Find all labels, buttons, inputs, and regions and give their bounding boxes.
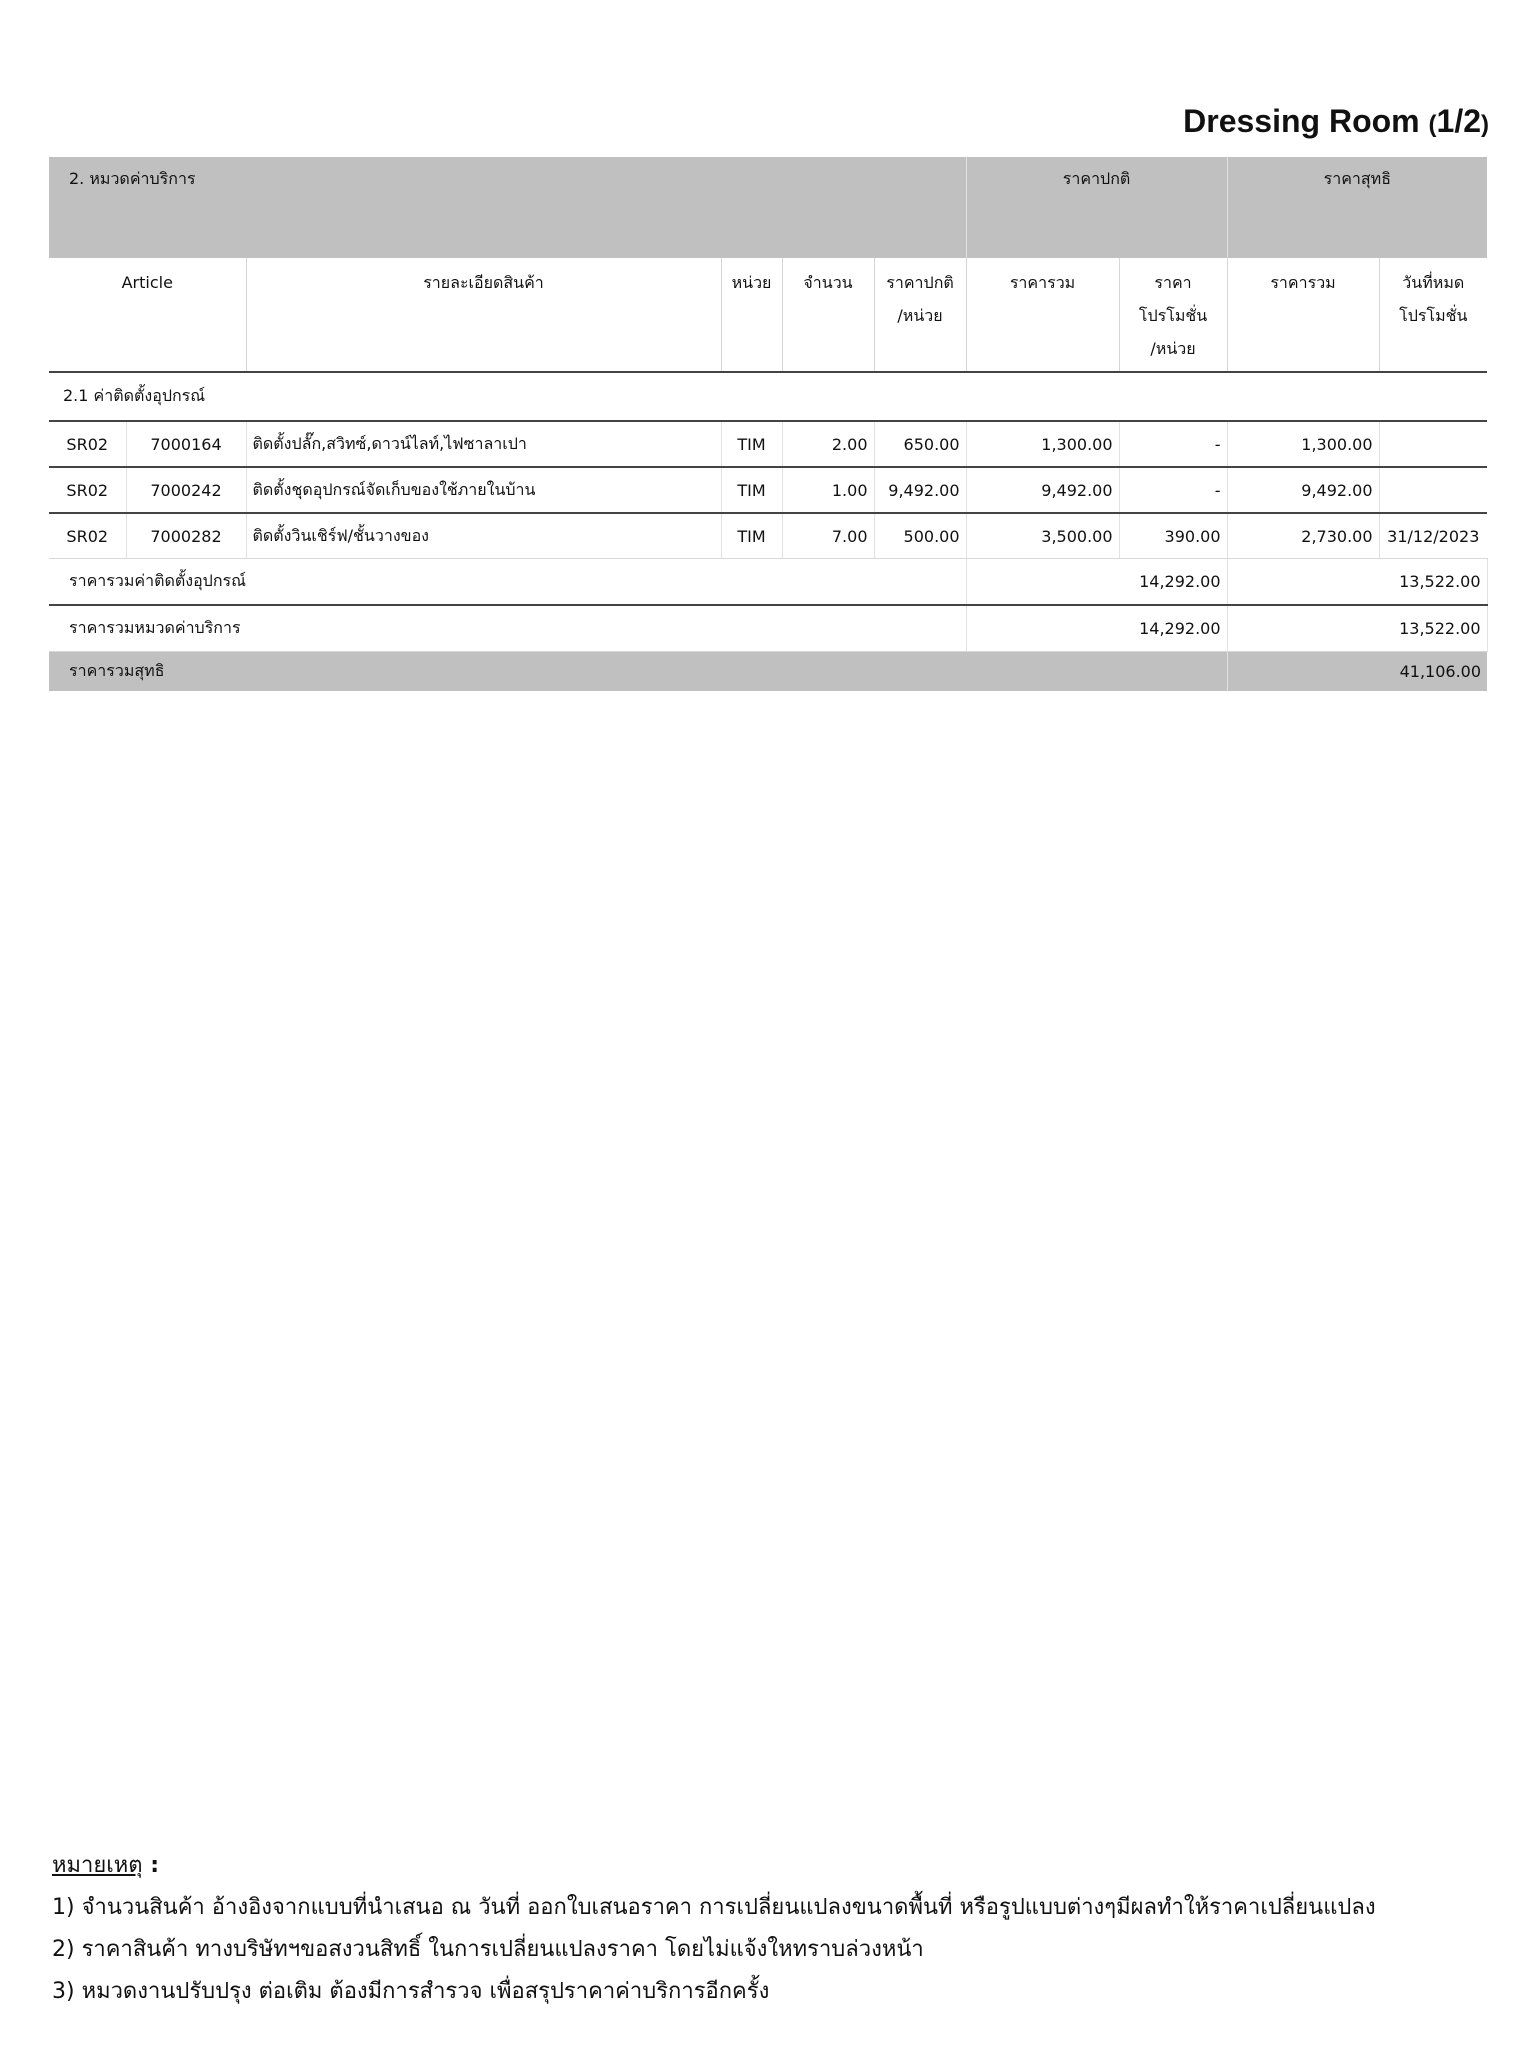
page-title-paren-close: ) xyxy=(1481,111,1489,138)
item-promo-price: - xyxy=(1119,421,1227,467)
grand-total-row xyxy=(49,652,1487,692)
column-header-promo-price-line3: /หน่วย xyxy=(1150,339,1196,358)
note-item: 3) หมวดงานปรับปรุง ต่อเติม ต้องมีการสำรวจ เพื่อสรุปราคาค่าบริการอีกครั้ง xyxy=(52,1979,770,2004)
category-total-net: 13,522.00 xyxy=(1227,605,1487,652)
item-article: 7000164 xyxy=(126,421,246,467)
note-item: 1) จำนวนสินค้า อ้างอิงจากแบบที่นำเสนอ ณ วันที่ ออกใบเสนอราคา การเปลี่ยนแปลงขนาดพื้นที่ หรือรูปแบบต่างๆมีผลทำให้ราคาเปลี่ยนแปลง xyxy=(52,1895,1376,1920)
section-total-row xyxy=(49,559,1487,606)
item-promo-end xyxy=(1379,421,1487,467)
section-total-net: 13,522.00 xyxy=(1227,559,1487,606)
column-header-normal-unit-price-line2: /หน่วย xyxy=(897,306,943,325)
item-promo-end xyxy=(1379,467,1487,513)
item-article: 7000282 xyxy=(126,513,246,559)
column-header-promo-price-line2: โปรโมชั่น xyxy=(1138,306,1208,325)
section-total-normal: 14,292.00 xyxy=(966,559,1227,606)
group-header-net-price: ราคาสุทธิ xyxy=(1227,157,1487,258)
page-number: 1/2 xyxy=(1436,103,1481,139)
grand-total-value: 41,106.00 xyxy=(1227,652,1487,692)
category-total-row xyxy=(49,605,1487,652)
item-code: SR02 xyxy=(49,467,126,513)
section-total-label: ราคารวมค่าติดตั้งอุปกรณ์ xyxy=(49,559,966,606)
quotation-table xyxy=(49,157,1487,691)
notes-title: หมายเหตุ xyxy=(52,1853,143,1878)
column-header-net-total: ราคารวม xyxy=(1227,258,1379,372)
item-description: ติดตั้งชุดอุปกรณ์จัดเก็บของใช้ภายในบ้าน xyxy=(246,467,721,513)
item-code: SR02 xyxy=(49,513,126,559)
notes-heading xyxy=(52,1845,1376,1887)
page-title-paren-open: ( xyxy=(1428,111,1437,138)
table-row xyxy=(49,421,1487,467)
column-header-normal-unit-price xyxy=(874,258,966,372)
item-unit: TIM xyxy=(721,467,782,513)
category-total-normal: 14,292.00 xyxy=(966,605,1227,652)
item-quantity: 2.00 xyxy=(782,421,874,467)
item-total: 1,300.00 xyxy=(966,421,1119,467)
item-article: 7000242 xyxy=(126,467,246,513)
item-description: ติดตั้งวินเชิร์ฟ/ชั้นวางของ xyxy=(246,513,721,559)
category-label: 2. หมวดค่าบริการ xyxy=(69,169,196,188)
column-header-description: รายละเอียดสินค้า xyxy=(246,258,721,372)
grand-total-label: ราคารวมสุทธิ xyxy=(69,661,165,680)
column-header-promo-end-date xyxy=(1379,258,1487,372)
table-row xyxy=(49,513,1487,559)
column-header-promo-end-line1: วันที่หมด xyxy=(1402,273,1465,292)
column-header-quantity: จำนวน xyxy=(782,258,874,372)
item-quantity: 7.00 xyxy=(782,513,874,559)
column-header-promo-price-line1: ราคา xyxy=(1154,273,1192,292)
column-header-normal-total: ราคารวม xyxy=(966,258,1119,372)
item-description: ติดตั้งปลั๊ก,สวิทซ์,ดาวน์ไลท์,ไฟซาลาเปา xyxy=(246,421,721,467)
column-header-unit: หน่วย xyxy=(721,258,782,372)
notes-title-colon: : xyxy=(142,1853,160,1878)
column-header-normal-unit-price-line1: ราคาปกติ xyxy=(886,273,954,292)
item-net-total: 9,492.00 xyxy=(1227,467,1379,513)
section-label: 2.1 ค่าติดตั้งอุปกรณ์ xyxy=(49,372,1487,421)
note-item: 2) ราคาสินค้า ทางบริษัทฯขอสงวนสิทธิ์ ในการเปลี่ยนแปลงราคา โดยไม่แจ้งใหทราบล่วงหน้า xyxy=(52,1937,924,1962)
item-promo-end: 31/12/2023 xyxy=(1379,513,1487,559)
notes xyxy=(52,1845,1376,2013)
item-unit: TIM xyxy=(721,513,782,559)
item-net-total: 1,300.00 xyxy=(1227,421,1379,467)
table-row xyxy=(49,467,1487,513)
category-total-label: ราคารวมหมวดค่าบริการ xyxy=(49,605,966,652)
item-total: 3,500.00 xyxy=(966,513,1119,559)
table-group-header-row xyxy=(49,157,1487,258)
item-unit: TIM xyxy=(721,421,782,467)
page-title xyxy=(1183,103,1489,140)
item-promo-price: - xyxy=(1119,467,1227,513)
column-header-article: Article xyxy=(49,258,246,372)
item-net-total: 2,730.00 xyxy=(1227,513,1379,559)
item-unit-price: 650.00 xyxy=(874,421,966,467)
item-promo-price: 390.00 xyxy=(1119,513,1227,559)
section-row xyxy=(49,372,1487,421)
item-code: SR02 xyxy=(49,421,126,467)
item-total: 9,492.00 xyxy=(966,467,1119,513)
page-title-main: Dressing Room xyxy=(1183,103,1429,139)
item-quantity: 1.00 xyxy=(782,467,874,513)
table-column-header-row xyxy=(49,258,1487,372)
group-header-normal-price: ราคาปกติ xyxy=(966,157,1227,258)
item-unit-price: 9,492.00 xyxy=(874,467,966,513)
item-unit-price: 500.00 xyxy=(874,513,966,559)
column-header-promo-price xyxy=(1119,258,1227,372)
column-header-promo-end-line2: โปรโมชั่น xyxy=(1399,306,1468,325)
